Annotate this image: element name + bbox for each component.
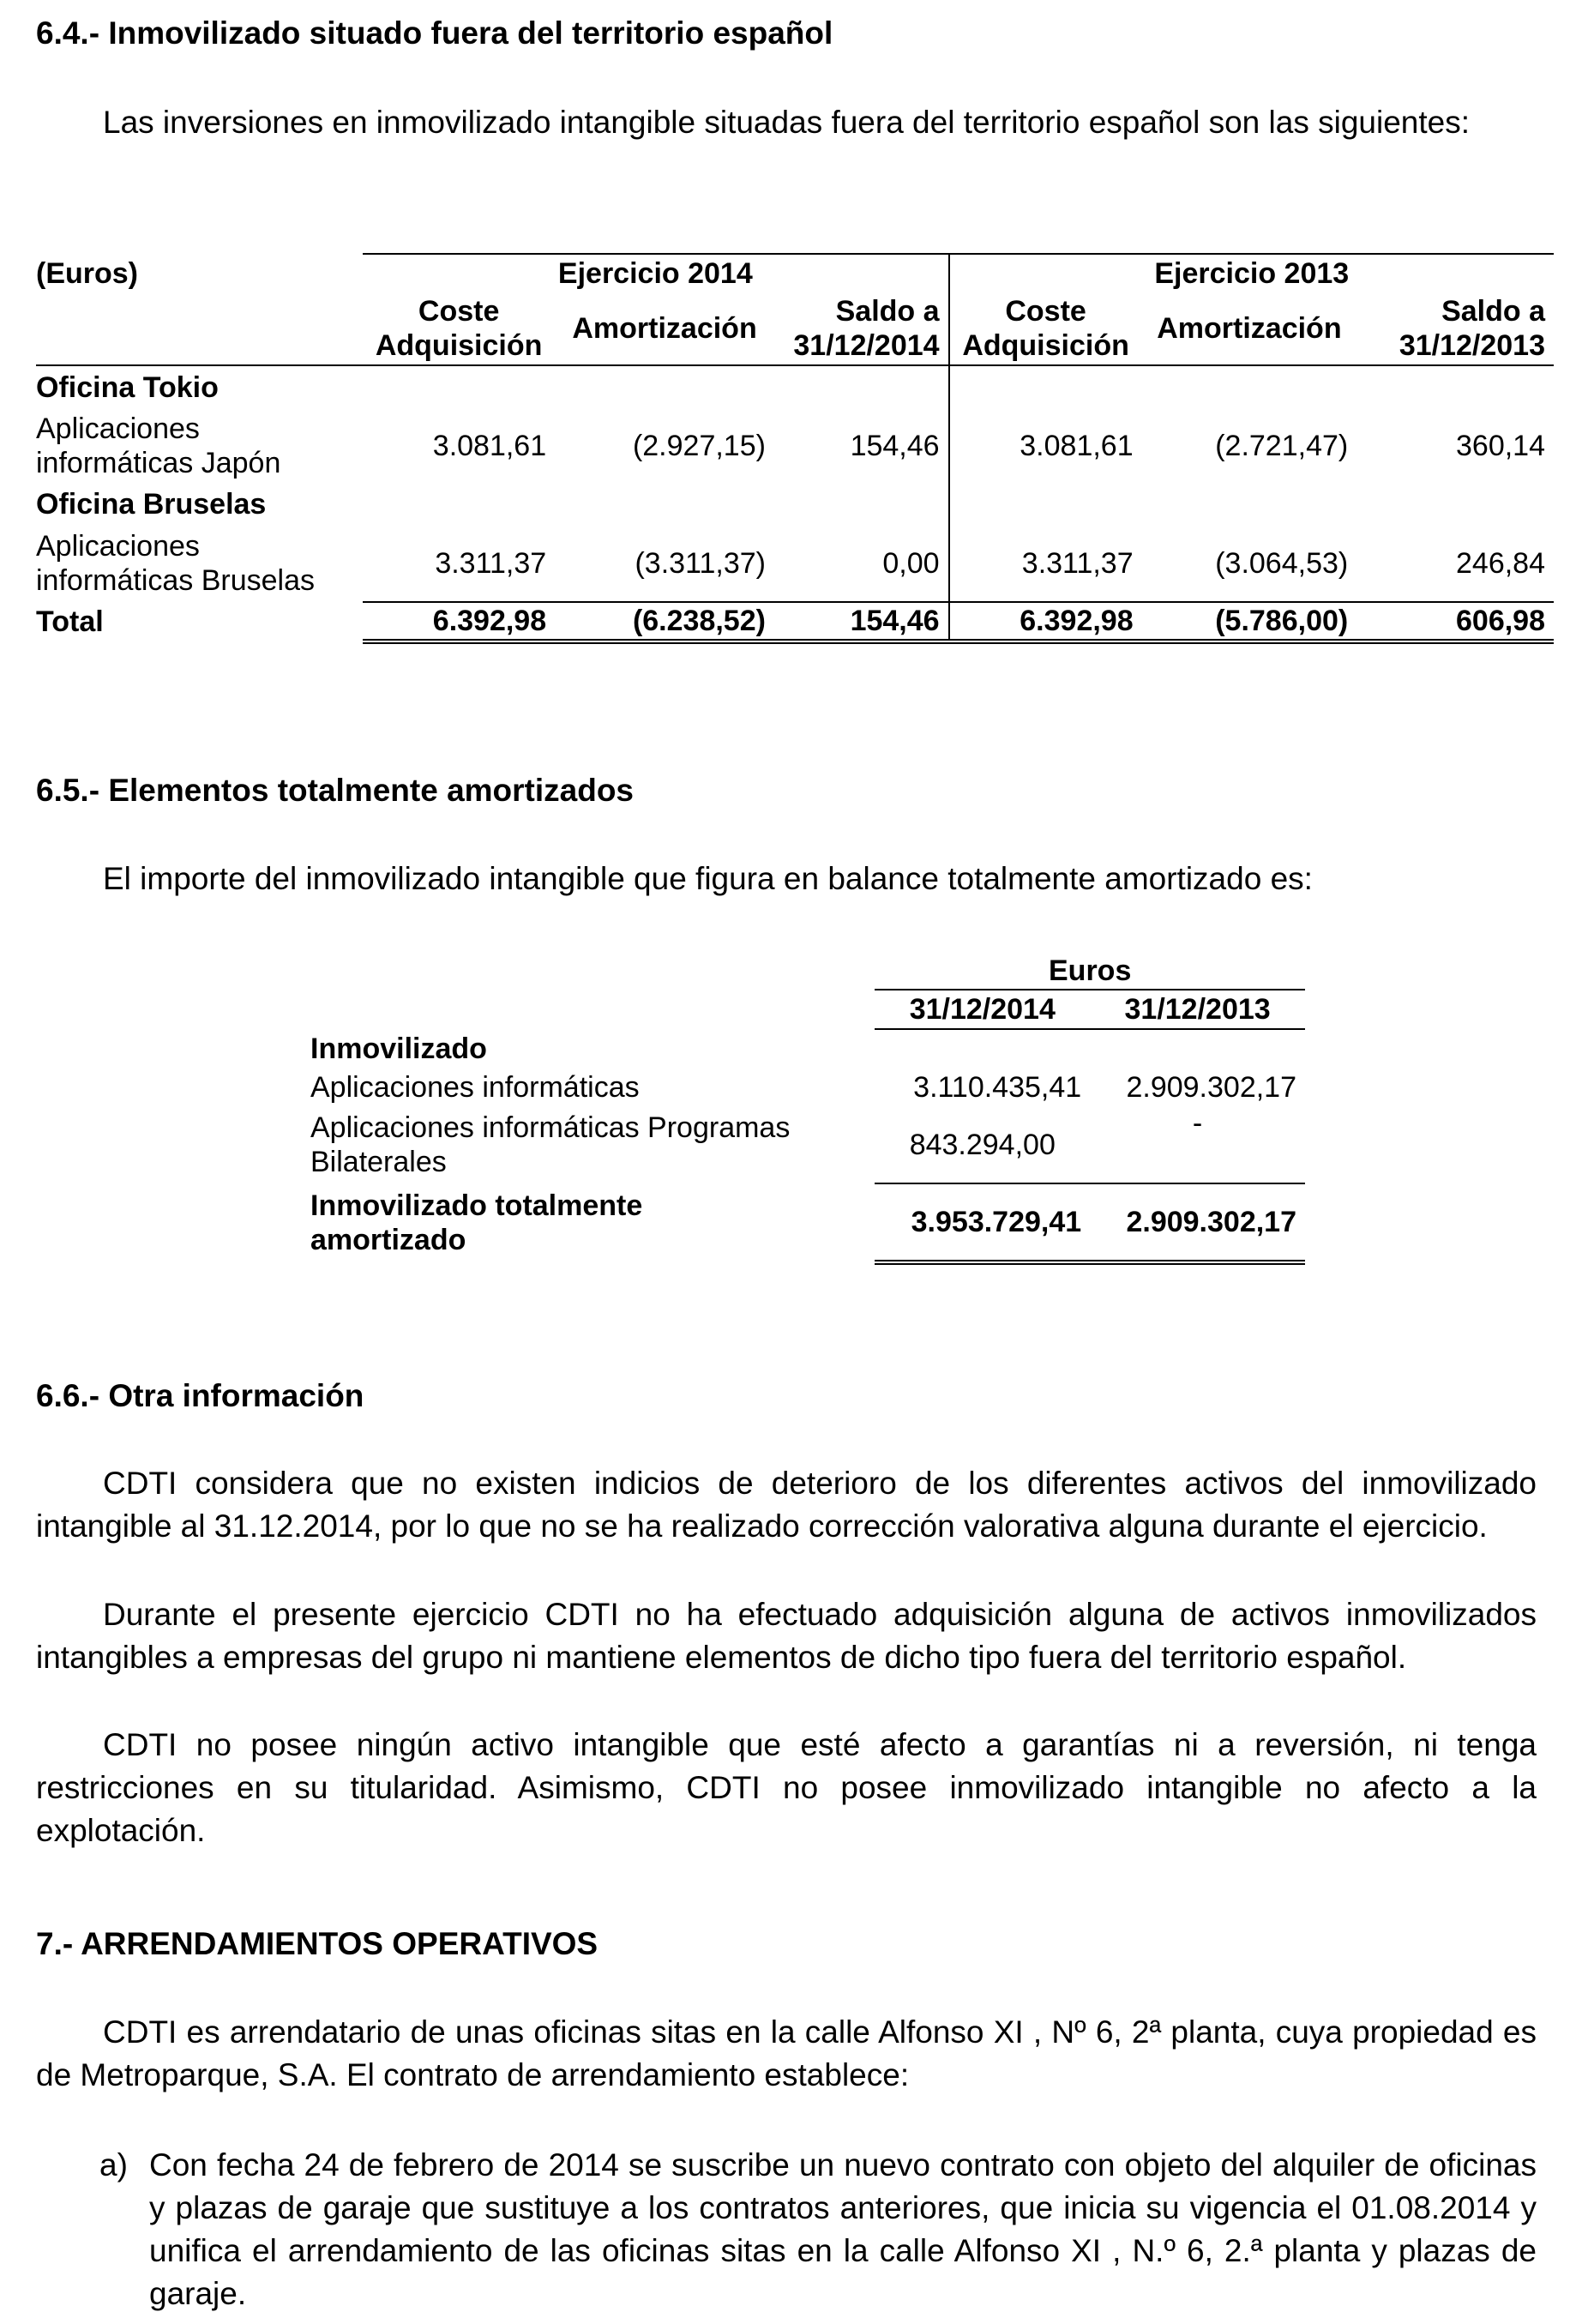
table-cell: (3.311,37) [635, 546, 766, 580]
col-coste-2014: Coste Adquisición [375, 295, 543, 362]
table-cell: 6.392,98 [363, 602, 555, 641]
table-fully-amortized [310, 952, 1305, 1265]
row-label-japon: Aplicaciones informáticas Japón [36, 412, 281, 479]
list-item-a [99, 2144, 1537, 2315]
table-foreign-assets [36, 253, 1554, 644]
col-saldo-2013: Saldo a 31/12/2013 [1399, 295, 1545, 362]
paragraph: Durante el presente ejercicio CDTI no ha efectuado adquisición alguna de activos inmovilizados intangibles a empresas del grupo ni mantiene elementos de dicho tipo fuera del territorio español. [36, 1597, 1537, 1675]
section-heading-6-5: 6.5.- Elementos totalmente amortizados [36, 773, 635, 808]
table-unit-label: (Euros) [36, 256, 138, 290]
table-cell: 606,98 [1356, 602, 1554, 641]
table-cell: 3.110.435,41 [913, 1071, 1082, 1104]
table-cell: (6.238,52) [555, 602, 774, 641]
table-cell: 3.311,37 [949, 525, 1142, 602]
section-6-5-intro: El importe del inmovilizado intangible que figura en balance totalmente amortizado es: [103, 861, 1313, 896]
paragraph: CDTI es arrendatario de unas oficinas sitas en la calle Alfonso XI , Nº 6, 2ª planta, cuya propiedad es de Metroparque, S.A. El contrato de arrendamiento establece: [36, 2014, 1537, 2092]
table-cell: - [1192, 1107, 1203, 1140]
col-coste-2013: Coste Adquisición [949, 292, 1142, 365]
group-inmovilizado: Inmovilizado [310, 1033, 487, 1065]
table-cell: 3.953.729,41 [875, 1183, 1090, 1262]
header-ejercicio-2013: Ejercicio 2013 [949, 254, 1554, 292]
table-cell: 3.081,61 [949, 408, 1142, 484]
table-cell: (2.927,15) [632, 430, 766, 462]
table-cell: (2.721,47) [1215, 430, 1349, 462]
row-label-aplicaciones: Aplicaciones informáticas [310, 1071, 640, 1104]
table-cell: 6.392,98 [949, 602, 1142, 641]
header-euros: Euros [875, 952, 1305, 990]
group-oficina-tokio: Oficina Tokio [36, 365, 363, 408]
group-oficina-bruselas: Oficina Bruselas [36, 488, 267, 521]
list-marker: a) [99, 2147, 128, 2183]
table-cell: (3.064,53) [1215, 546, 1349, 580]
table-cell: 154,46 [850, 430, 940, 462]
section-heading-6-6: 6.6.- Otra información [36, 1378, 364, 1413]
table-cell: 2.909.302,17 [1090, 1183, 1305, 1262]
table-cell: 154,46 [774, 602, 949, 641]
paragraph: CDTI no posee ningún activo intangible que esté afecto a garantías ni a reversión, ni tenga restricciones en su titularidad. Asimismo, CDTI no posee inmovilizado intangible no afecto a la explotación. [36, 1727, 1537, 1848]
paragraph: CDTI considera que no existen indicios de deterioro de los diferentes activos del inmovilizado intangible al 31.12.2014, por lo que no se ha realizado corrección valorativa alguna durante el ejercicio. [36, 1466, 1537, 1544]
row-label-programas-bilaterales: Aplicaciones informáticas Programas Bilaterales [310, 1111, 791, 1178]
col-saldo-2014: Saldo a 31/12/2014 [793, 295, 940, 362]
col-31-12-2014: 31/12/2014 [875, 990, 1090, 1029]
table-cell: (5.786,00) [1142, 602, 1357, 641]
list-item-text: Con fecha 24 de febrero de 2014 se suscribe un nuevo contrato con objeto del alquiler de oficinas y plazas de garaje que sustituye a los contratos anteriores, que inicia su vigencia el 01.08.2014 y unifica el arrendamiento de las oficinas sitas en la calle Alfonso XI , N.º 6, 2.ª planta y plazas de garaje. [149, 2147, 1537, 2311]
table-cell: 360,14 [1456, 430, 1545, 462]
table-cell: 843.294,00 [909, 1128, 1056, 1161]
col-31-12-2013: 31/12/2013 [1090, 990, 1305, 1029]
section-heading-6-4: 6.4.- Inmovilizado situado fuera del territorio español [36, 15, 833, 51]
row-label-total-amortizado: Inmovilizado totalmente amortizado [310, 1189, 643, 1256]
header-ejercicio-2014: Ejercicio 2014 [363, 254, 948, 292]
table-cell: 2.909.302,17 [1126, 1071, 1296, 1104]
table-cell: 246,84 [1456, 546, 1545, 580]
table-cell: 3.081,61 [432, 430, 547, 462]
col-amort-2014: Amortización [572, 312, 757, 345]
row-label-bruselas: Aplicaciones informáticas Bruselas [36, 530, 316, 597]
col-amort-2013: Amortización [1157, 312, 1342, 345]
table-cell: 0,00 [882, 546, 940, 580]
row-label-total: Total [36, 605, 104, 638]
table-cell: 3.311,37 [435, 546, 547, 580]
section-6-4-intro: Las inversiones en inmovilizado intangible situadas fuera del territorio español son las siguientes: [103, 105, 1470, 140]
section-heading-7: 7.- ARRENDAMIENTOS OPERATIVOS [36, 1926, 599, 1961]
